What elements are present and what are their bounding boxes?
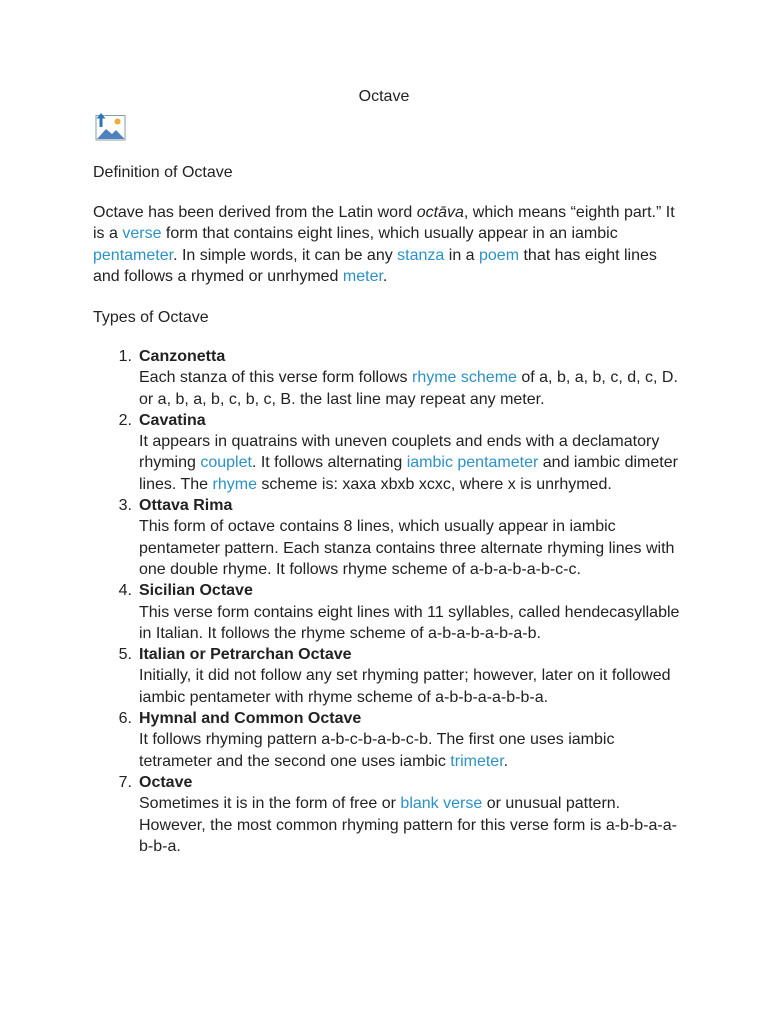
list-item [93,772,683,857]
item-number: 2. [118,411,132,429]
link-stanza[interactable]: stanza [397,246,445,264]
list-item [93,644,683,708]
item-number: 1. [118,348,132,365]
item-title: Octave [139,773,193,791]
item-description: It follows rhyming pattern a-b-c-b-a-b-c-b. The first one uses iambic tetrameter and the second one uses iambic trimeter. [139,731,615,770]
item-description: Each stanza of this verse form follows rhyme scheme of a, b, a, b, c, d, c, D. or a, b, a, b, c, b, c, B. the last line may repeat any meter. [139,369,678,408]
item-description: Sometimes it is in the form of free or blank verse or unusual pattern. However, the most common rhyming pattern for this verse form is a-b-b-a-a-b-b-a. [139,795,677,855]
link-poem[interactable]: poem [479,246,520,264]
list-item [93,708,683,772]
item-description: Initially, it did not follow any set rhyming patter; however, later on it followed iambic pentameter with rhyme scheme of a-b-b-a-a-b-b-a. [139,667,671,706]
link-iambic-pentameter[interactable]: iambic pentameter [406,454,539,472]
item-number: 5. [118,646,132,664]
list-item [93,410,683,495]
item-description: This verse form contains eight lines with 11 syllables, called hendecasyllable in Italian. It follows the rhyme scheme of a-b-a-b-a-b-a-b. [139,603,680,642]
item-number: 7. [118,773,132,791]
list-item [93,495,683,580]
definition-heading: Definition of Octave [93,164,233,181]
list-item [93,580,683,644]
types-heading: Types of Octave [93,309,209,326]
item-title: Italian or Petrarchan Octave [139,646,352,664]
item-number: 3. [118,497,132,515]
item-title: Hymnal and Common Octave [139,710,362,728]
item-description: This form of octave contains 8 lines, which usually appear in iambic pentameter pattern. Each stanza contains three alternate rhyming lines with one double rhyme. It follows rhyme scheme of a-b-a-b-a-b-c-c. [139,518,675,578]
item-title: Ottava Rima [139,497,233,515]
link-trimeter[interactable]: trimeter [450,752,504,770]
definition-paragraph: Octave has been derived from the Latin word octāva, which means “eighth part.” It is a verse form that contains eight lines, which usually appear in an iambic pentameter. In simple words, it can be any stanza in a poem that has eight lines and follows a rhymed or unrhymed meter. [93,204,675,286]
link-meter[interactable]: meter [342,268,383,286]
link-rhyme[interactable]: rhyme [212,475,257,493]
link-verse[interactable]: verse [122,225,162,243]
item-title: Cavatina [139,411,206,429]
list-item [93,346,683,410]
link-blank-verse[interactable]: blank verse [400,795,483,813]
item-title: Canzonetta [139,348,226,365]
page-title: Octave [358,88,410,105]
item-description: It appears in quatrains with uneven couplets and ends with a declamatory rhyming couplet. It follows alternating iambic pentameter and iambic dimeter lines. The rhyme scheme is: xaxa xbxb xcxc, where x is unrhymed. [139,433,678,493]
latin-word: octāva [416,204,464,221]
link-pentameter[interactable]: pentameter [93,246,174,264]
link-rhyme-scheme[interactable]: rhyme scheme [412,369,517,387]
types-list [93,346,683,857]
item-number: 6. [118,710,132,728]
item-title: Sicilian Octave [139,582,253,600]
link-couplet[interactable]: couplet [200,454,252,472]
item-number: 4. [118,582,132,600]
broken-image-icon [93,111,127,142]
